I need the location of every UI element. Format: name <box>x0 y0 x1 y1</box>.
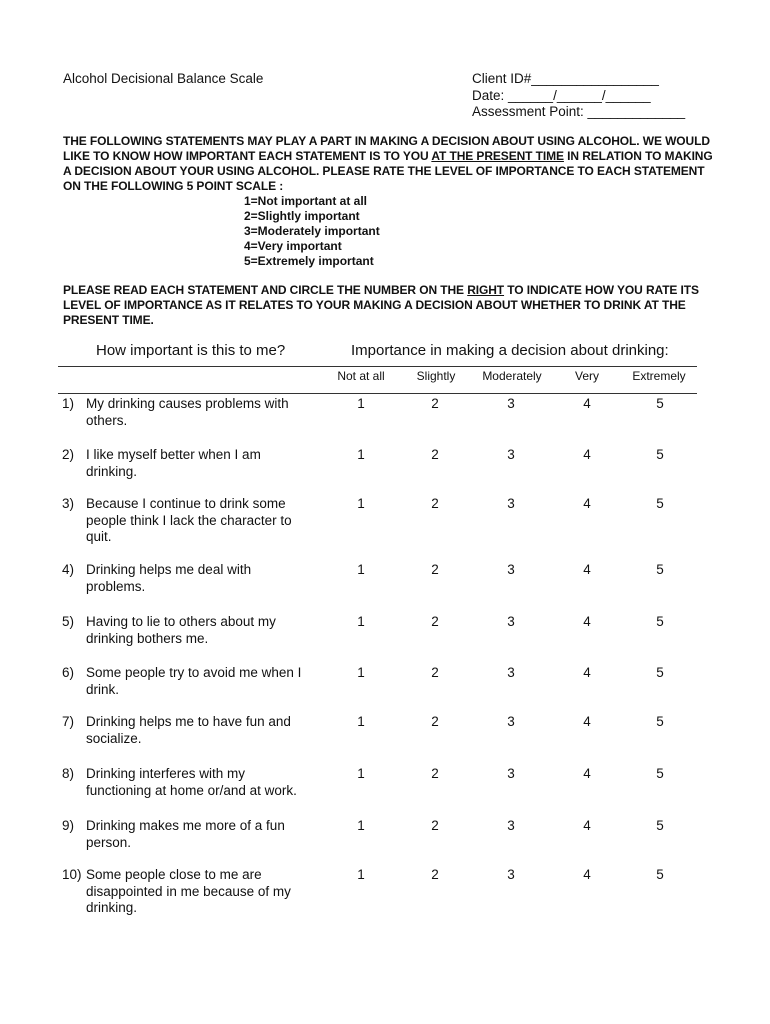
statement-text: Drinking helps me to have fun and socialize. <box>86 714 291 746</box>
rating-option-5[interactable]: 5 <box>656 867 664 882</box>
rating-option-2[interactable]: 2 <box>431 818 439 833</box>
rating-option-1[interactable]: 1 <box>357 818 365 833</box>
scale-item: 1=Not important at all <box>244 194 368 208</box>
statement-number: 4) <box>62 562 75 577</box>
rating-option-2[interactable]: 2 <box>431 714 439 729</box>
rating-option-1[interactable]: 1 <box>357 867 365 882</box>
circle-instructions-text-b: TO INDICATE HOW YOU RATE ITS LEVEL OF IMPORTANCE AS IT RELATES TO YOUR MAKING A DECISION ABOUT WHETHER TO DRINK AT THE PRESENT TIME. <box>63 283 699 327</box>
rating-option-3[interactable]: 3 <box>507 396 515 411</box>
statement-text: My drinking causes problems with others. <box>86 396 289 428</box>
rating-option-4[interactable]: 4 <box>583 665 591 680</box>
rating-option-3[interactable]: 3 <box>507 867 515 882</box>
column-label-extremely: Extremely <box>632 369 686 383</box>
scale-item: 4=Very important <box>244 239 342 253</box>
question-column-heading: How important is this to me? <box>96 342 286 359</box>
rating-option-3[interactable]: 3 <box>507 496 515 511</box>
rating-option-2[interactable]: 2 <box>431 665 439 680</box>
rating-option-1[interactable]: 1 <box>357 766 365 781</box>
rating-option-5[interactable]: 5 <box>656 562 664 577</box>
date-field[interactable]: Date: ______/______/______ <box>472 87 651 103</box>
statement-text: Some people close to me are disappointed in me because of my drinking. <box>86 867 291 915</box>
statement-number: 3) <box>62 496 75 511</box>
statement-number: 7) <box>62 714 75 729</box>
rating-option-3[interactable]: 3 <box>507 562 515 577</box>
circle-instructions <box>63 283 713 328</box>
statement-text: Drinking interferes with my functioning at home or/and at work. <box>86 766 297 798</box>
rating-option-3[interactable]: 3 <box>507 766 515 781</box>
instructions-underline-right: RIGHT <box>467 283 505 297</box>
rating-option-4[interactable]: 4 <box>583 818 591 833</box>
statement-number: 10) <box>62 867 82 882</box>
rating-option-4[interactable]: 4 <box>583 396 591 411</box>
rating-option-5[interactable]: 5 <box>656 396 664 411</box>
rating-option-5[interactable]: 5 <box>656 818 664 833</box>
statement-number: 9) <box>62 818 75 833</box>
rating-option-1[interactable]: 1 <box>357 714 365 729</box>
table-top-rule <box>58 366 697 367</box>
rating-option-4[interactable]: 4 <box>583 867 591 882</box>
rating-option-2[interactable]: 2 <box>431 496 439 511</box>
scale-item: 5=Extremely important <box>244 254 374 268</box>
rating-option-1[interactable]: 1 <box>357 665 365 680</box>
rating-option-4[interactable]: 4 <box>583 714 591 729</box>
statement-number: 5) <box>62 614 75 629</box>
rating-option-4[interactable]: 4 <box>583 562 591 577</box>
statement-text: Some people try to avoid me when I drink. <box>86 665 302 697</box>
scale-item: 3=Moderately important <box>244 224 380 238</box>
rating-option-2[interactable]: 2 <box>431 396 439 411</box>
rating-option-1[interactable]: 1 <box>357 447 365 462</box>
rating-option-3[interactable]: 3 <box>507 447 515 462</box>
statement-number: 6) <box>62 665 75 680</box>
scale-item: 2=Slightly important <box>244 209 360 223</box>
rating-option-4[interactable]: 4 <box>583 614 591 629</box>
rating-option-5[interactable]: 5 <box>656 665 664 680</box>
instructions-text-a: THE FOLLOWING STATEMENTS MAY PLAY A PART IN MAKING A DECISION ABOUT USING ALCOHOL. WE WOULD LIKE TO KNOW HOW IMPORTANT EACH STATEMENT IS TO YOU <box>63 134 710 163</box>
rating-option-2[interactable]: 2 <box>431 867 439 882</box>
rating-option-4[interactable]: 4 <box>583 447 591 462</box>
form-title: Alcohol Decisional Balance Scale <box>63 71 264 86</box>
statement-text: Drinking makes me more of a fun person. <box>86 818 285 850</box>
statement-text: Because I continue to drink some people think I lack the character to quit. <box>86 496 292 544</box>
statement-text: Having to lie to others about my drinking bothers me. <box>86 614 276 646</box>
circle-instructions-text-a: PLEASE READ EACH STATEMENT AND CIRCLE THE NUMBER ON THE <box>63 283 468 297</box>
rating-option-1[interactable]: 1 <box>357 562 365 577</box>
rating-option-3[interactable]: 3 <box>507 714 515 729</box>
rating-option-3[interactable]: 3 <box>507 818 515 833</box>
rating-option-1[interactable]: 1 <box>357 614 365 629</box>
rating-option-5[interactable]: 5 <box>656 766 664 781</box>
importance-column-heading: Importance in making a decision about drinking: <box>351 342 669 359</box>
rating-option-4[interactable]: 4 <box>583 766 591 781</box>
rating-option-3[interactable]: 3 <box>507 614 515 629</box>
column-label-slightly: Slightly <box>416 369 456 383</box>
rating-option-5[interactable]: 5 <box>656 614 664 629</box>
assessment-point-field[interactable]: Assessment Point: _____________ <box>472 104 686 119</box>
instructions-paragraph <box>63 134 713 194</box>
instructions-underline-present-time: AT THE PRESENT TIME <box>431 149 564 163</box>
rating-option-5[interactable]: 5 <box>656 714 664 729</box>
rating-option-2[interactable]: 2 <box>431 447 439 462</box>
statement-number: 8) <box>62 766 75 781</box>
rating-option-1[interactable]: 1 <box>357 496 365 511</box>
statement-text: I like myself better when I am drinking. <box>86 447 261 479</box>
column-label-moderately: Moderately <box>482 369 542 383</box>
rating-scale-legend <box>244 194 380 269</box>
rating-option-2[interactable]: 2 <box>431 766 439 781</box>
statement-number: 1) <box>62 396 75 411</box>
table-header-rule <box>58 393 697 394</box>
rating-option-2[interactable]: 2 <box>431 614 439 629</box>
statement-number: 2) <box>62 447 75 462</box>
client-id-field[interactable]: Client ID#_________________ <box>472 71 659 86</box>
rating-option-2[interactable]: 2 <box>431 562 439 577</box>
instructions-text-b: IN RELATION TO MAKING A DECISION ABOUT YOUR USING ALCOHOL. PLEASE RATE THE LEVEL OF IMPORTANCE TO EACH STATEMENT ON THE FOLLOWING 5 POINT SCALE : <box>63 149 713 193</box>
column-label-not-at-all: Not at all <box>337 369 385 383</box>
statement-text: Drinking helps me deal with problems. <box>86 562 252 594</box>
header-fields <box>472 71 685 121</box>
rating-option-3[interactable]: 3 <box>507 665 515 680</box>
rating-option-4[interactable]: 4 <box>583 496 591 511</box>
rating-option-5[interactable]: 5 <box>656 496 664 511</box>
column-label-very: Very <box>574 369 599 383</box>
rating-option-1[interactable]: 1 <box>357 396 365 411</box>
rating-option-5[interactable]: 5 <box>656 447 664 462</box>
